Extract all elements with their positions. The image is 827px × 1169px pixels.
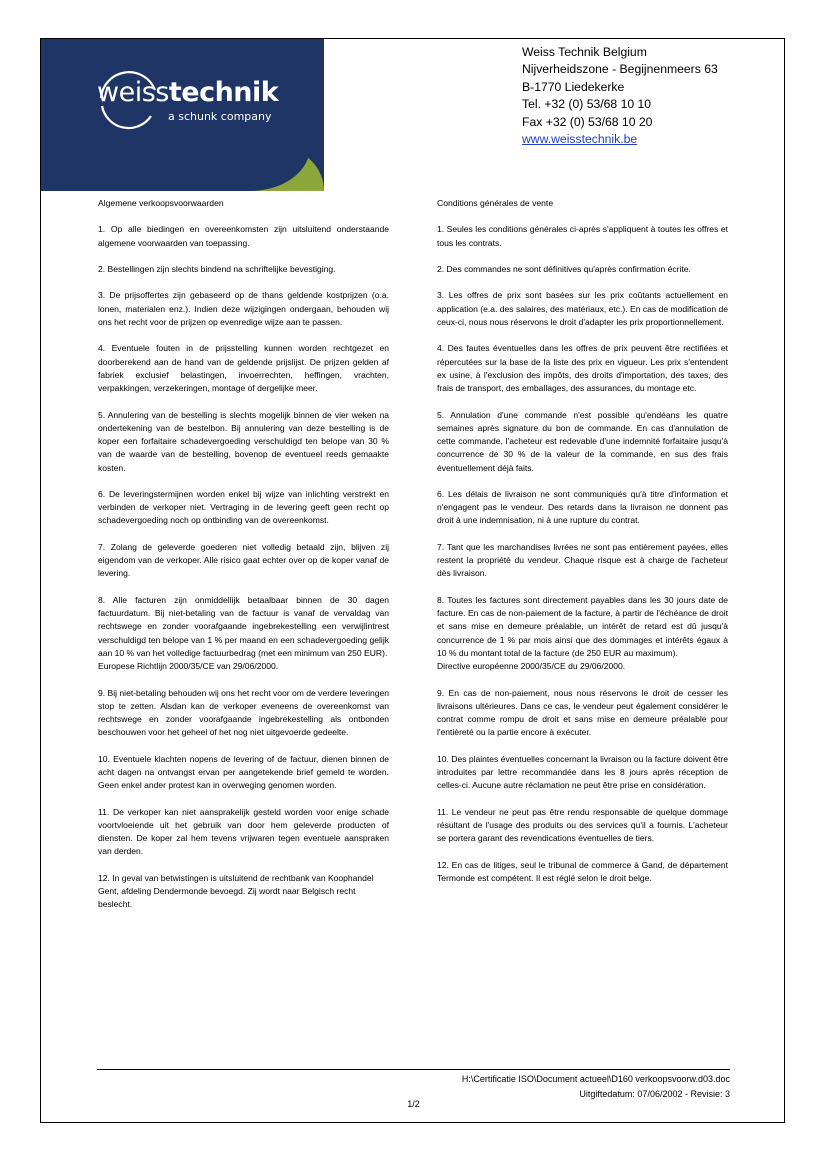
logo-word-technik: technik	[168, 77, 279, 108]
french-article-11: 11. Le vendeur ne peut pas être rendu responsable de quelque dommage résultant de l'usage des produits ou des services qu'il a fournis. L'acheteur se portera garant des revendications éventuelles de tiers.	[437, 806, 728, 844]
dutch-article-3: 3. De prijsoffertes zijn gebaseerd op de thans geldende kostprijzen (o.a. lonen, materialen enz.). Indien deze wijzigingen ondergaan, behouden wij ons het recht voor de prijzen op evenredige wijze aan te passen.	[98, 290, 389, 327]
logo-navy-curve	[41, 147, 310, 191]
address-city: B-1770 Liedekerke	[522, 79, 625, 94]
french-article-5: 5. Annulation d'une commande n'est possible qu'endéans les quatre semaines après signature du bon de commande. En cas d'annulation de cette commande, l'acheteur est redevable d'une indemnité forfaitaire jusqu'à concurrence de 30 % de la valeur de la commande, en sus des frais éventuellement déjà faits.	[437, 409, 728, 473]
logo-tagline: a schunk company	[168, 110, 272, 123]
document-path: H:\Certificatie ISO\Document actueel\D160 verkoopsvoorw.d03.doc	[461, 1074, 730, 1084]
french-article-4: 4. Des fautes éventuelles dans les offres de prix peuvent être rectifiées et répercutées sur la base de la liste des prix en vigueur. Les prix s'entendent ex usine, à l'exclusion des impôts, des droits d'importation, des taxes, des frais de transport, des emballages, des assurances, du montage etc.	[437, 343, 728, 394]
page-number: 1/2	[407, 1099, 420, 1109]
dutch-article-9: 9. Bij niet-betaling behouden wij ons het recht voor om de verdere leveringen stop te zetten. Alsdan kan de verkoper eveneens de overeenkomst van rechtswege en zonder voorafgaande ingebrekestelling als ontbonden beschouwen voor het geheel of het nog niet uitgevoerde gedeelte.	[98, 687, 389, 738]
logo-wordmark	[97, 77, 278, 108]
french-article-9: 9. En cas de non-paiement, nous nous réservons le droit de cesser les livraisons ultérieures. Dans ce cas, le vendeur peut également considérer le contrat comme rompu de droit et sans mise en demeure préalable pour l'entièreté ou la partie encore à exécuter.	[437, 687, 728, 738]
dutch-terms-column	[98, 197, 389, 925]
logo-word-weiss: weiss	[97, 77, 169, 108]
french-article-10: 10. Des plaintes éventuelles concernant la livraison ou la facture doivent être introduites par lettre recommandée dans les 8 jours après réception de celles-ci. Aucune autre réclamation ne peut être prise en considération.	[437, 753, 728, 791]
company-address	[522, 44, 718, 148]
french-article-6: 6. Les délais de livraison ne sont communiqués qu'à titre d'information et n'engagent pas le vendeur. Des retards dans la livraison ne donnent pas droit à une indemnisation, ni à une rupture du contrat.	[437, 488, 728, 526]
french-article-12: 12. En cas de litiges, seul le tribunal de commerce à Gand, de département Termonde est compétent. Il est réglé selon le droit belge.	[437, 859, 728, 883]
french-directive: Directive européenne 2000/35/CE du 29/06/2000.	[437, 661, 626, 672]
dutch-article-10: 10. Eventuele klachten nopens de levering of de factuur, dienen binnen de acht dagen na ontvangst ervan per aangetekende brief gemeld te worden. Geen enkel ander protest kan in overweging genomen worden.	[98, 753, 389, 791]
issue-date-revision: Uitgiftedatum: 07/06/2002 - Revisie: 3	[579, 1089, 730, 1099]
dutch-article-8	[98, 594, 389, 660]
french-title: Conditions générales de vente	[437, 198, 554, 208]
phone-number: Tel. +32 (0) 53/68 10 10	[522, 97, 652, 112]
website-link[interactable]: www.weisstechnik.be	[522, 132, 638, 147]
french-article-3: 3. Les offres de prix sont basées sur les prix coûtants actuellement en application (e.a. des salaires, des matériaux, etc.). En cas de modification de ceux-ci, nous nous réservons le droit d'adapter les prix proportionnellement.	[437, 290, 728, 327]
dutch-article-11: 11. De verkoper kan niet aansprakelijk gesteld worden voor enige schade voortvloeiende uit het gebruik van door hem geleverde producten of diensten. De koper zal hem tevens vrijwaren tegen eventuele aanspraken van derden.	[98, 806, 389, 857]
dutch-article-8-text: 8. Alle facturen zijn onmiddellijk betaalbaar binnen de 30 dagen factuurdatum. Bij niet-betaling van de factuur is vanaf de vervaldag van rechtswege en zonder voorafgaande ingebrekestelling een verwijlintrest verschuldigd ten belope van 1 % per maand en een schadevergoeding gelijk aan 10 % van het volledige factuurbedrag (met een minimum van 250 EUR).	[98, 594, 389, 658]
dutch-article-12: 12. In geval van betwistingen is uitsluitend de rechtbank van Koophandel Gent, afdeling Dendermonde bevoegd. Zij wordt naar Belgisch recht beslecht.	[98, 872, 374, 910]
dutch-article-1: 1. Op alle biedingen en overeenkomsten zijn uitsluitend onderstaande algemene voorwaarden van toepassing.	[98, 224, 389, 248]
document-footer	[341, 1072, 730, 1102]
french-terms-column	[437, 197, 728, 898]
document-page	[40, 38, 785, 1123]
company-logo	[41, 39, 324, 191]
address-street: Nijverheidszone - Begijnenmeers 63	[522, 62, 718, 77]
french-article-8-text: 8. Toutes les factures sont directement payables dans les 30 jours date de facture. En cas de non-paiement de la facture, à partir de l'échéance de droit et sans mise en demeure préalable, un intérêt de retard est dû jusqu'à concurrence de 1 % par mois ainsi que des dommages et intérêts égaux à 10 % du montant total de la facture (de 250 EUR au maximum).	[437, 594, 728, 658]
french-article-8	[437, 594, 728, 660]
dutch-article-2: 2. Bestellingen zijn slechts bindend na schriftelijke bevestiging.	[98, 263, 336, 274]
dutch-title: Algemene verkoopsvoorwaarden	[98, 198, 224, 208]
french-article-2: 2. Des commandes ne sont définitives qu'après confirmation écrite.	[437, 263, 691, 274]
fax-number: Fax +32 (0) 53/68 10 20	[522, 114, 653, 129]
dutch-article-7: 7. Zolang de geleverde goederen niet volledig betaald zijn, blijven zij eigendom van de verkoper. Alle risico gaat echter over op de koper vanaf de levering.	[98, 541, 389, 579]
dutch-directive: Europese Richtlijn 2000/35/CE van 29/06/2000.	[98, 661, 279, 672]
french-article-1: 1. Seules les conditions générales ci-après s'appliquent à toutes les offres et tous les contrats.	[437, 224, 728, 248]
dutch-article-6: 6. De leveringstermijnen worden enkel bij wijze van inlichting verstrekt en verbinden de verkoper niet. Vertraging in de levering geeft geen recht op schadevergoeding noch op ontbinding van de overeenkomst.	[98, 488, 389, 526]
company-name: Weiss Technik Belgium	[522, 45, 647, 59]
dutch-article-4: 4. Eventuele fouten in de prijsstelling kunnen worden rechtgezet en doorberekend aan de hand van de geldende prijslijst. De prijzen gelden af fabriek exclusief belastingen, invoerrechten, heffingen, vrachten, verpakkingen, verzekeringen, montage of dergelijke meer.	[98, 343, 389, 394]
footer-divider	[97, 1069, 730, 1070]
dutch-article-5: 5. Annulering van de bestelling is slechts mogelijk binnen de vier weken na ondertekening van de bestelbon. Bij annulering van deze bestelling is de koper een forfaitaire schadevergoeding verschuldigd ten belope van 30 % van de waarde van de bestelling, bovenop de eventueel reeds gemaakte kosten.	[98, 409, 389, 473]
french-article-7: 7. Tant que les marchandises livrées ne sont pas entièrement payées, elles restent la propriété du vendeur. Chaque risque est à charge de l'acheteur dès livraison.	[437, 541, 728, 579]
